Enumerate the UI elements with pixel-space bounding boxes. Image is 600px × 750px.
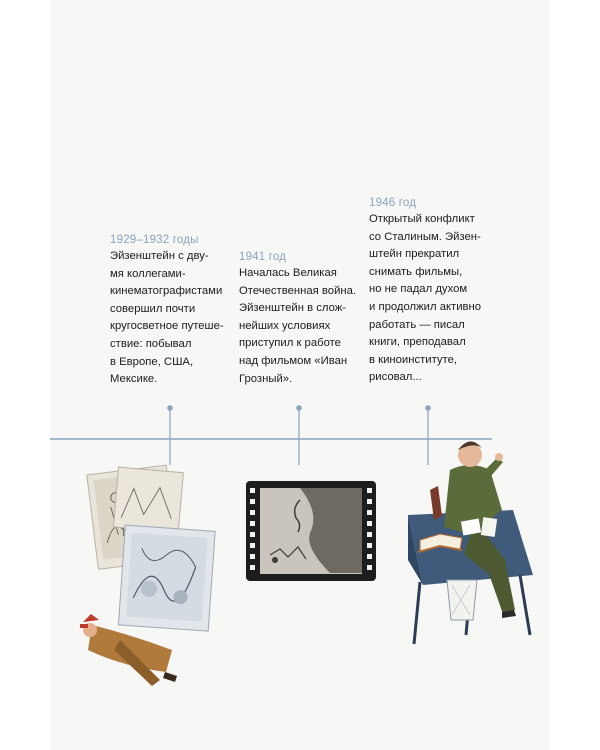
event-date: 1929–1932 годы <box>110 234 199 246</box>
event-description: Эйзенштейн с дву- мя коллегами- кинематографистами совершил почти кругосветное путеше- ствие: побывал в Европе, США, Мексике. <box>110 250 224 386</box>
event-description: Началась Великая Отечественная война. Эйзенштейн в слож- нейших условиях приступил к работе над фильмом «Иван Грозный». <box>239 267 357 385</box>
event-description: Открытый конфликт со Сталиным. Эйзен- штейн прекратил снимать фильмы, но не падал духом и продолжил активно работать — писал книги, преподавал в киноинституте, рисовал... <box>369 213 482 384</box>
event-date: 1941 год <box>239 251 287 263</box>
event-date: 1946 год <box>369 197 417 209</box>
